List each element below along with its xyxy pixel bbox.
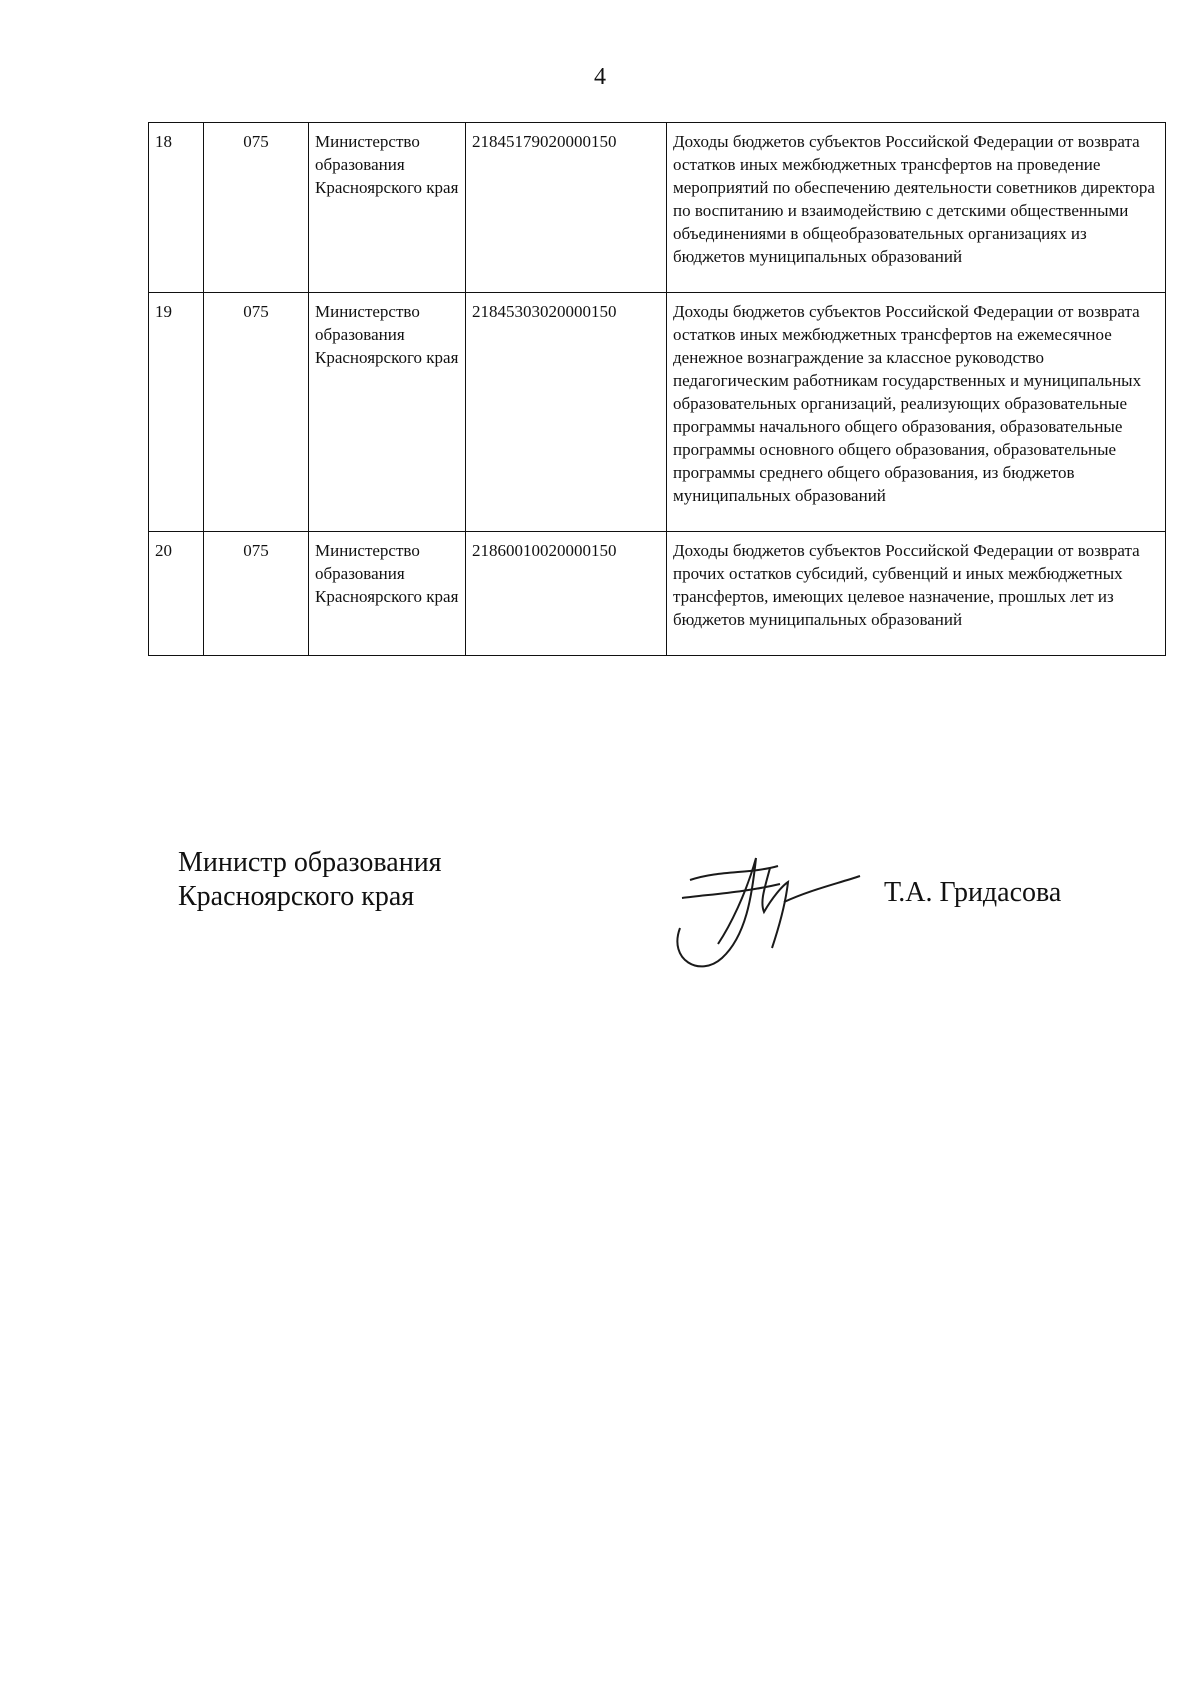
organization-name: Министерство образования Красноярского края xyxy=(309,123,466,293)
table-row xyxy=(149,123,1166,293)
revenue-description: Доходы бюджетов субъектов Российской Федерации от возврата прочих остатков субсидий, субвенций и иных межбюджетных трансфертов, имеющих целевое назначение, прошлых лет из бюджетов муниципальных образований xyxy=(667,532,1166,656)
signer-name: Т.А. Гридасова xyxy=(884,877,1062,908)
handwritten-signature xyxy=(660,840,870,970)
budget-classification-code: 21845303020000150 xyxy=(466,293,667,532)
page-number: 4 xyxy=(594,64,606,90)
budget-classification-code: 21860010020000150 xyxy=(466,532,667,656)
organization-name: Министерство образования Красноярского края xyxy=(309,532,466,656)
admin-code: 075 xyxy=(204,293,309,532)
admin-code: 075 xyxy=(204,123,309,293)
budget-classification-code: 21845179020000150 xyxy=(466,123,667,293)
revenue-description: Доходы бюджетов субъектов Российской Федерации от возврата остатков иных межбюджетных трансфертов на ежемесячное денежное вознаграждение за классное руководство педагогическим работникам государственных и муниципальных образовательных организаций, реализующих образовательные программы начального общего образования, образовательные программы основного общего образования, образовательные программы среднего общего образования, из бюджетов муниципальных образований xyxy=(667,293,1166,532)
position-line: Красноярского края xyxy=(178,881,415,912)
position-line: Министр образования xyxy=(178,847,442,878)
row-number: 18 xyxy=(149,123,204,293)
row-number: 19 xyxy=(149,293,204,532)
organization-name: Министерство образования Красноярского края xyxy=(309,293,466,532)
budget-revenue-table xyxy=(148,122,1166,656)
admin-code: 075 xyxy=(204,532,309,656)
revenue-description: Доходы бюджетов субъектов Российской Федерации от возврата остатков иных межбюджетных трансфертов на проведение мероприятий по обеспечению деятельности советников директора по воспитанию и взаимодействию с детскими общественными объединениями в общеобразовательных организациях из бюджетов муниципальных образований xyxy=(667,123,1166,293)
table-row xyxy=(149,532,1166,656)
signatory-position xyxy=(178,846,442,914)
row-number: 20 xyxy=(149,532,204,656)
table-row xyxy=(149,293,1166,532)
